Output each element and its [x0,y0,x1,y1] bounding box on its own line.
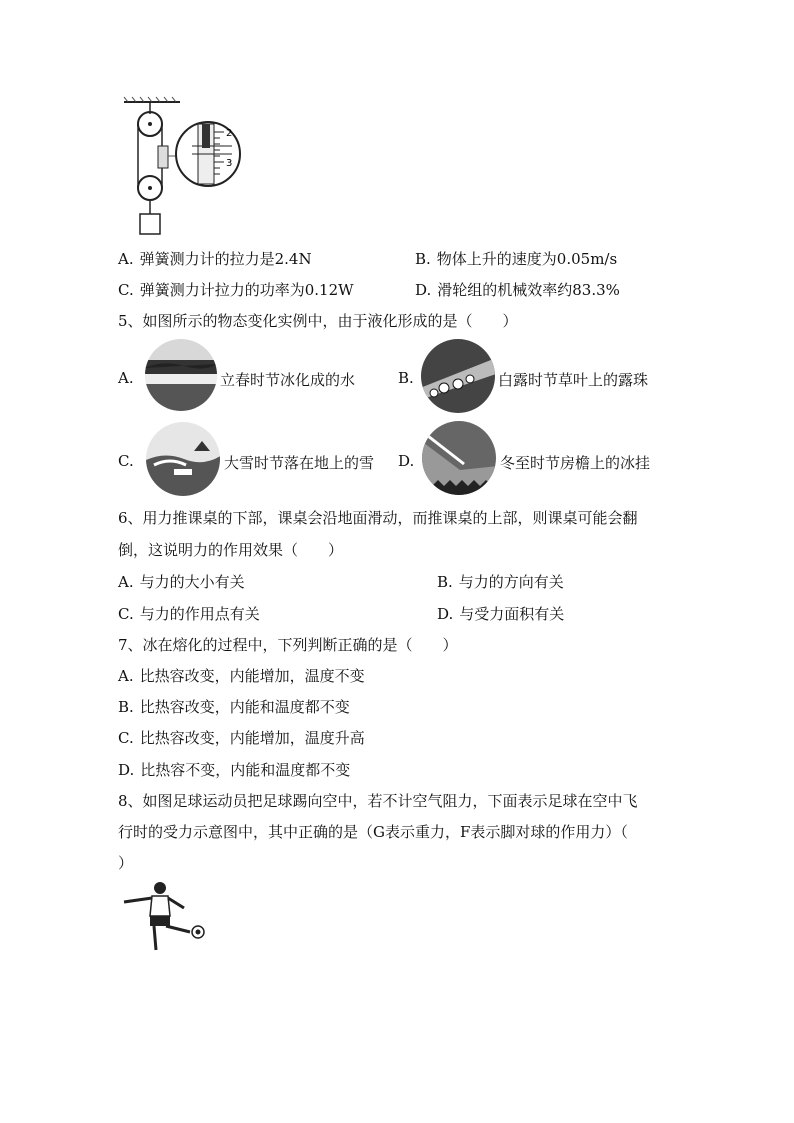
q6-option-b[interactable]: B. 与力的方向有关 [437,573,564,591]
q5-stem: 5、如图所示的物态变化实例中，由于液化形成的是（ ） [118,312,518,330]
q6-option-a[interactable]: A. 与力的大小有关 [118,573,245,591]
footballer-figure [120,878,212,954]
q4-option-a[interactable]: A. 弹簧测力计的拉力是2.4N [118,250,312,268]
q5-option-a-photo [144,338,218,412]
q5-option-c-letter[interactable]: C. [118,452,134,470]
q6-option-c[interactable]: C. 与力的作用点有关 [118,605,260,623]
scale-label-2: 2 [226,128,233,139]
q5-option-d-text: 冬至时节房檐上的冰挂 [500,454,651,472]
q7-option-b[interactable]: B. 比热容改变，内能和温度都不变 [118,698,350,716]
q6-stem-line2: 倒，这说明力的作用效果（ ） [118,541,344,559]
q5-option-a-text: 立春时节冰化成的水 [220,371,356,389]
pulley-figure [120,96,250,238]
q7-option-c[interactable]: C. 比热容改变，内能增加，温度升高 [118,729,365,747]
scale-label-3: 3 [226,158,233,169]
q5-option-c-text: 大雪时节落在地上的雪 [224,454,375,472]
q4-option-d[interactable]: D. 滑轮组的机械效率约83.3% [415,281,620,299]
q6-option-d[interactable]: D. 与受力面积有关 [437,605,565,623]
q8-stem-line2: 行时的受力示意图中，其中正确的是（G表示重力，F表示脚对球的作用力）（ [118,823,628,841]
q5-option-b-text: 白露时节草叶上的露珠 [498,371,649,389]
q5-option-c-photo [144,421,222,497]
q5-option-d-photo [420,420,498,496]
q6-stem-line1: 6、用力推课桌的下部，课桌会沿地面滑动，而推课桌的上部，则课桌可能会翻 [118,509,638,527]
q8-stem-line1: 8、如图足球运动员把足球踢向空中，若不计空气阻力，下面表示足球在空中飞 [118,792,638,810]
q7-option-d[interactable]: D. 比热容不变，内能和温度都不变 [118,761,351,779]
q7-option-a[interactable]: A. 比热容改变，内能增加，温度不变 [118,667,365,685]
q5-option-d-letter[interactable]: D. [398,452,415,470]
q8-stem-line3: ） [118,854,134,872]
q5-option-b-photo [420,338,496,414]
q7-stem: 7、冰在熔化的过程中，下列判断正确的是（ ） [118,636,458,654]
q5-option-a-letter[interactable]: A. [118,369,134,387]
q4-option-b[interactable]: B. 物体上升的速度为0.05m/s [415,250,618,268]
q5-option-b-letter[interactable]: B. [398,369,414,387]
q4-option-c[interactable]: C. 弹簧测力计拉力的功率为0.12W [118,281,354,299]
